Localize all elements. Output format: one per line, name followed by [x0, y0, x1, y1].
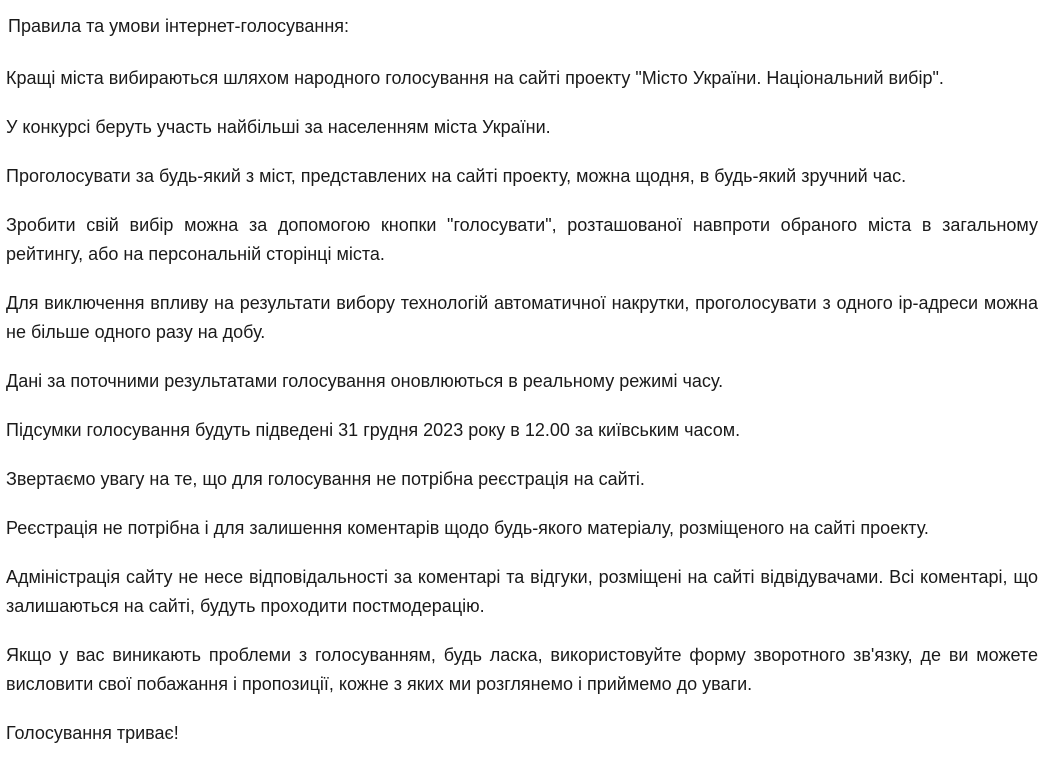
rule-paragraph: Адміністрація сайту не несе відповідальності за коментарі та відгуки, розміщені на сайті відвідувачами. Всі коментарі, що залишаються на сайті, будуть проходити постмодерацію.: [6, 567, 1038, 616]
rules-title: Правила та умови інтернет-голосування:: [8, 16, 350, 36]
rule-paragraph: Реєстрація не потрібна і для залишення коментарів щодо будь-якого матеріалу, розміщеного на сайті проекту.: [6, 518, 929, 538]
rule-paragraph: Підсумки голосування будуть підведені 31 грудня 2023 року в 12.00 за київським часом.: [6, 420, 741, 440]
rule-paragraph: Кращі міста вибираються шляхом народного голосування на сайті проекту "Місто України. Національний вибір".: [6, 68, 944, 88]
rule-paragraph: Зробити свій вибір можна за допомогою кнопки "голосувати", розташованої навпроти обраного міста в загальному рейтингу, або на персональній сторінці міста.: [6, 215, 1038, 264]
rule-paragraph: Дані за поточними результатами голосування оновлюються в реальному режимі часу.: [6, 371, 724, 391]
rule-paragraph: Голосування триває!: [6, 723, 179, 743]
rule-paragraph: Проголосувати за будь-який з міст, представлених на сайті проекту, можна щодня, в будь-який зручний час.: [6, 166, 907, 186]
rule-paragraph: Для виключення впливу на результати вибору технологій автоматичної накрутки, проголосувати з одного ір-адреси можна не більше одного разу на добу.: [6, 293, 1038, 342]
rule-paragraph: У конкурсі беруть участь найбільші за населенням міста України.: [6, 117, 551, 137]
rule-paragraph: Звертаємо увагу на те, що для голосування не потрібна реєстрація на сайті.: [6, 469, 645, 489]
rule-paragraph: Якщо у вас виникають проблеми з голосуванням, будь ласка, використовуйте форму зворотного зв'язку, де ви можете висловити свої побажання і пропозиції, кожне з яких ми розглянемо і приймемо до уваги.: [6, 645, 1038, 694]
